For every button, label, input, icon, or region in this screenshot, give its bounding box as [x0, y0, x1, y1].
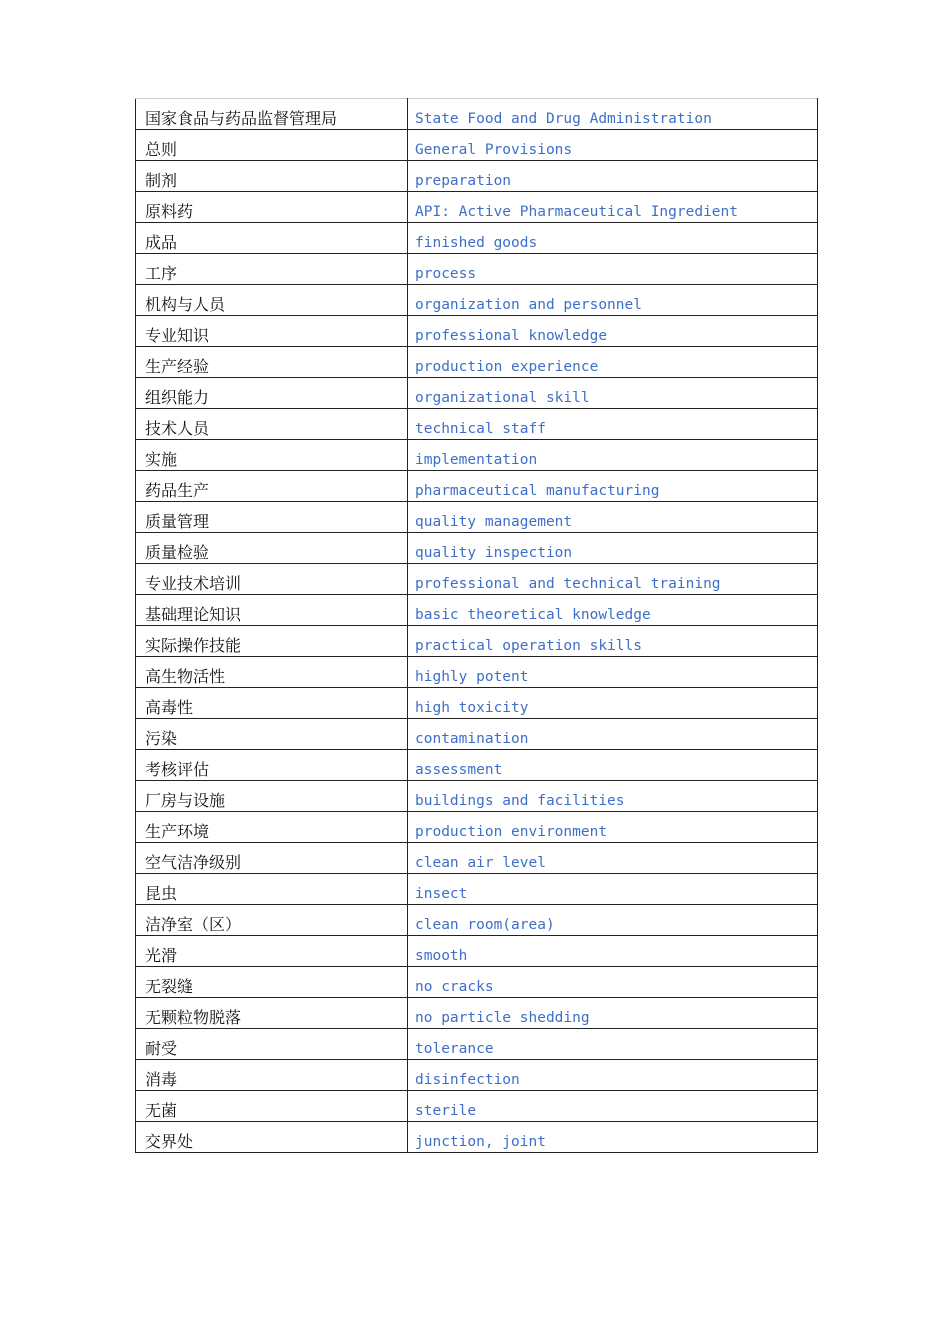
english-term-cell — [408, 998, 818, 1029]
chinese-term: 昆虫 — [145, 884, 178, 903]
english-term-cell — [408, 409, 818, 440]
english-term-cell — [408, 254, 818, 285]
chinese-term-cell — [136, 99, 408, 130]
chinese-term-cell — [136, 843, 408, 874]
english-term-cell — [408, 843, 818, 874]
table-row — [136, 440, 818, 471]
chinese-term: 总则 — [145, 140, 178, 159]
english-term-cell — [408, 564, 818, 595]
chinese-term-cell — [136, 254, 408, 285]
chinese-term: 实际操作技能 — [145, 636, 242, 655]
chinese-term: 生产环境 — [145, 822, 210, 841]
chinese-term-cell — [136, 998, 408, 1029]
table-row — [136, 99, 818, 130]
english-term: clean air level — [415, 855, 546, 871]
table-row — [136, 285, 818, 316]
chinese-term-cell — [136, 285, 408, 316]
english-term-cell — [408, 99, 818, 130]
english-term-cell — [408, 502, 818, 533]
chinese-term-cell — [136, 936, 408, 967]
english-term: process — [415, 266, 477, 282]
chinese-term: 质量检验 — [145, 543, 210, 562]
table-row — [136, 998, 818, 1029]
chinese-term: 污染 — [145, 729, 178, 748]
english-term-cell — [408, 192, 818, 223]
chinese-term-cell — [136, 688, 408, 719]
chinese-term-cell — [136, 347, 408, 378]
chinese-term-cell — [136, 812, 408, 843]
chinese-term: 组织能力 — [145, 388, 210, 407]
english-term-cell — [408, 688, 818, 719]
chinese-term-cell — [136, 1091, 408, 1122]
english-term-cell — [408, 719, 818, 750]
chinese-term-cell — [136, 874, 408, 905]
chinese-term: 光滑 — [145, 946, 178, 965]
chinese-term-cell — [136, 502, 408, 533]
english-term: tolerance — [415, 1041, 494, 1057]
english-term-cell — [408, 812, 818, 843]
chinese-term-cell — [136, 905, 408, 936]
english-term: production experience — [415, 359, 599, 375]
english-term-cell — [408, 316, 818, 347]
chinese-term: 专业技术培训 — [145, 574, 242, 593]
chinese-term: 基础理论知识 — [145, 605, 242, 624]
chinese-term: 高生物活性 — [145, 667, 226, 686]
chinese-term: 空气洁净级别 — [145, 853, 242, 872]
english-term: insect — [415, 886, 468, 902]
english-term-cell — [408, 874, 818, 905]
chinese-term: 药品生产 — [145, 481, 210, 500]
english-term-cell — [408, 936, 818, 967]
chinese-term-cell — [136, 657, 408, 688]
english-term: implementation — [415, 452, 538, 468]
english-term-cell — [408, 1091, 818, 1122]
chinese-term-cell — [136, 1060, 408, 1091]
english-term: preparation — [415, 173, 512, 189]
chinese-term-cell — [136, 533, 408, 564]
table-row — [136, 409, 818, 440]
english-term: quality management — [415, 514, 573, 530]
english-term-cell — [408, 285, 818, 316]
table-row — [136, 719, 818, 750]
chinese-term: 考核评估 — [145, 760, 210, 779]
chinese-term: 高毒性 — [145, 698, 194, 717]
english-term: General Provisions — [415, 142, 573, 158]
chinese-term: 实施 — [145, 450, 178, 469]
english-term: assessment — [415, 762, 503, 778]
english-term: sterile — [415, 1103, 477, 1119]
chinese-term-cell — [136, 750, 408, 781]
chinese-term: 质量管理 — [145, 512, 210, 531]
chinese-term: 专业知识 — [145, 326, 210, 345]
chinese-term-cell — [136, 967, 408, 998]
table-row — [136, 347, 818, 378]
glossary-table — [135, 98, 818, 1153]
table-row — [136, 502, 818, 533]
chinese-term-cell — [136, 409, 408, 440]
english-term: smooth — [415, 948, 468, 964]
english-term-cell — [408, 1060, 818, 1091]
chinese-term: 厂房与设施 — [145, 791, 226, 810]
english-term-cell — [408, 347, 818, 378]
english-term-cell — [408, 750, 818, 781]
english-term-cell — [408, 1122, 818, 1153]
english-term-cell — [408, 161, 818, 192]
english-term: no particle shedding — [415, 1010, 590, 1026]
english-term-cell — [408, 657, 818, 688]
english-term-cell — [408, 905, 818, 936]
chinese-term: 技术人员 — [145, 419, 210, 438]
table-row — [136, 1060, 818, 1091]
table-row — [136, 595, 818, 626]
english-term: finished goods — [415, 235, 538, 251]
english-term: organization and personnel — [415, 297, 642, 313]
chinese-term: 国家食品与药品监督管理局 — [145, 109, 338, 128]
english-term: clean room(area) — [415, 917, 555, 933]
table-row — [136, 657, 818, 688]
english-term: pharmaceutical manufacturing — [415, 483, 660, 499]
table-row — [136, 471, 818, 502]
table-row — [136, 905, 818, 936]
english-term: production environment — [415, 824, 608, 840]
english-term: basic theoretical knowledge — [415, 607, 651, 623]
english-term-cell — [408, 130, 818, 161]
table-row — [136, 626, 818, 657]
table-row — [136, 1029, 818, 1060]
table-row — [136, 1122, 818, 1153]
english-term-cell — [408, 626, 818, 657]
chinese-term: 消毒 — [145, 1070, 178, 1089]
english-term-cell — [408, 378, 818, 409]
chinese-term-cell — [136, 161, 408, 192]
table-row — [136, 967, 818, 998]
chinese-term-cell — [136, 1122, 408, 1153]
english-term: highly potent — [415, 669, 529, 685]
table-row — [136, 161, 818, 192]
chinese-term: 耐受 — [145, 1039, 178, 1058]
english-term-cell — [408, 223, 818, 254]
chinese-term-cell — [136, 316, 408, 347]
chinese-term-cell — [136, 440, 408, 471]
table-row — [136, 781, 818, 812]
chinese-term-cell — [136, 626, 408, 657]
chinese-term-cell — [136, 192, 408, 223]
english-term-cell — [408, 440, 818, 471]
table-row — [136, 316, 818, 347]
chinese-term-cell — [136, 781, 408, 812]
table-row — [136, 130, 818, 161]
table-row — [136, 533, 818, 564]
english-term: buildings and facilities — [415, 793, 625, 809]
chinese-term-cell — [136, 595, 408, 626]
chinese-term-cell — [136, 1029, 408, 1060]
chinese-term-cell — [136, 719, 408, 750]
english-term: professional and technical training — [415, 576, 721, 592]
english-term: junction, joint — [415, 1134, 546, 1150]
english-term: API: Active Pharmaceutical Ingredient — [415, 204, 739, 220]
table-row — [136, 564, 818, 595]
chinese-term-cell — [136, 130, 408, 161]
chinese-term: 交界处 — [145, 1132, 194, 1151]
chinese-term: 机构与人员 — [145, 295, 226, 314]
chinese-term: 无颗粒物脱落 — [145, 1008, 242, 1027]
chinese-term-cell — [136, 564, 408, 595]
english-term: quality inspection — [415, 545, 573, 561]
english-term-cell — [408, 595, 818, 626]
english-term-cell — [408, 533, 818, 564]
chinese-term-cell — [136, 223, 408, 254]
chinese-term: 成品 — [145, 233, 178, 252]
table-row — [136, 1091, 818, 1122]
table-row — [136, 254, 818, 285]
english-term: professional knowledge — [415, 328, 608, 344]
chinese-term-cell — [136, 378, 408, 409]
table-row — [136, 843, 818, 874]
chinese-term: 原料药 — [145, 202, 194, 221]
english-term-cell — [408, 967, 818, 998]
english-term-cell — [408, 471, 818, 502]
table-row — [136, 750, 818, 781]
english-term-cell — [408, 781, 818, 812]
english-term: disinfection — [415, 1072, 520, 1088]
english-term: practical operation skills — [415, 638, 642, 654]
english-term: contamination — [415, 731, 529, 747]
table-row — [136, 223, 818, 254]
glossary-body — [136, 99, 818, 1153]
chinese-term: 生产经验 — [145, 357, 210, 376]
english-term-cell — [408, 1029, 818, 1060]
chinese-term: 洁净室（区） — [145, 915, 242, 934]
english-term: no cracks — [415, 979, 494, 995]
table-row — [136, 936, 818, 967]
table-row — [136, 688, 818, 719]
table-row — [136, 378, 818, 409]
table-row — [136, 192, 818, 223]
table-row — [136, 874, 818, 905]
english-term: State Food and Drug Administration — [415, 111, 712, 127]
table-row — [136, 812, 818, 843]
english-term: technical staff — [415, 421, 546, 437]
chinese-term: 工序 — [145, 264, 178, 283]
chinese-term: 制剂 — [145, 171, 178, 190]
chinese-term-cell — [136, 471, 408, 502]
chinese-term: 无菌 — [145, 1101, 178, 1120]
chinese-term: 无裂缝 — [145, 977, 194, 996]
english-term: high toxicity — [415, 700, 529, 716]
english-term: organizational skill — [415, 390, 590, 406]
